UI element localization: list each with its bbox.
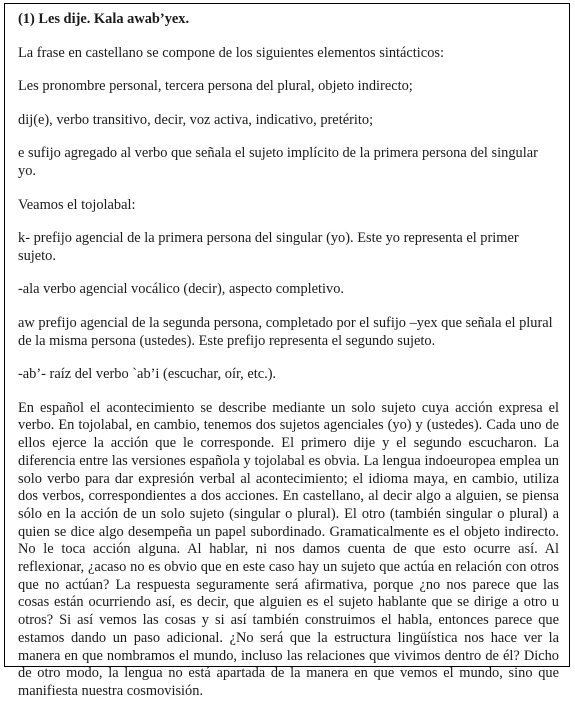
example-title: (1) Les dije. Kala awab’yex. <box>18 11 190 27</box>
paragraph-prefijo-aw: aw prefijo agencial de la segunda persona, completado por el sufijo –yex que señala el plural de la misma persona (ustedes). Este prefijo representa el segundo sujeto. <box>18 314 553 349</box>
paragraph-spanish-intro: La frase en castellano se compone de los siguientes elementos sintácticos: <box>18 44 444 61</box>
body-paragraph: En español el acontecimiento se describe mediante un solo sujeto cuya acción expresa el verbo. En tojolabal, en cambio, tenemos dos sujetos agenciales (yo) y (ustedes). Cada uno de ellos ejerce la acción que le corresponde. El primero dije y el segundo escucharon. La diferencia entre las versiones española y tojolabal es obvia. La lengua indoeuropea emplea un solo verbo para dar expresión verbal al acontecimiento; el idioma maya, en cambio, utiliza dos verbos, correspondientes a dos acciones. En castellano, al decir algo a alguien, se piensa sólo en la acción de un solo sujeto (singular o plural). El otro (también singular o plural) a quien se dice algo desempeña un papel subordinado. Gramaticalmente es el objeto indirecto. No le toca acción alguna. Al hablar, ni nos damos cuenta de que esto ocurre así. Al reflexionar, ¿acaso no es obvio que en este caso hay un sujeto que actúa en relación con otros que no actúan? La respuesta seguramente será afirmativa, porque ¿no nos parece que las cosas están ocurriendo así, es decir, que alguien es el sujeto hablante que se dirige a otro u otros? Si así vemos las cosas y si así también construimos el habla, entonces parece que estamos dando un paso adicional. ¿No será que la estructura lingüística nos hace ver la manera en que nombramos el mundo, incluso las relaciones que vivimos dentro de él? Dicho de otro modo, la lengua no está apartada de la manera en que vemos el mundo, sino que manifiesta nuestra cosmovisión. <box>18 399 559 699</box>
paragraph-tojolabal-intro: Veamos el tojolabal: <box>18 196 136 213</box>
paragraph-raiz-ab: -ab’- raíz del verbo `ab’i (escuchar, oír, etc.). <box>18 366 277 383</box>
paragraph-les: Les pronombre personal, tercera persona del plural, objeto indirecto; <box>18 78 413 95</box>
paragraph-verbo-ala: -ala verbo agencial vocálico (decir), aspecto completivo. <box>18 281 345 298</box>
paragraph-prefijo-k: k- prefijo agencial de la primera persona del singular (yo). Este yo representa el primer sujeto. <box>18 230 519 264</box>
paragraph-sufijo-e: e sufijo agregado al verbo que señala el sujeto implícito de la primera persona del singular yo. <box>18 145 538 179</box>
paragraph-dije: dij(e), verbo transitivo, decir, voz activa, indicativo, pretérito; <box>18 111 374 128</box>
example-box <box>4 3 570 699</box>
